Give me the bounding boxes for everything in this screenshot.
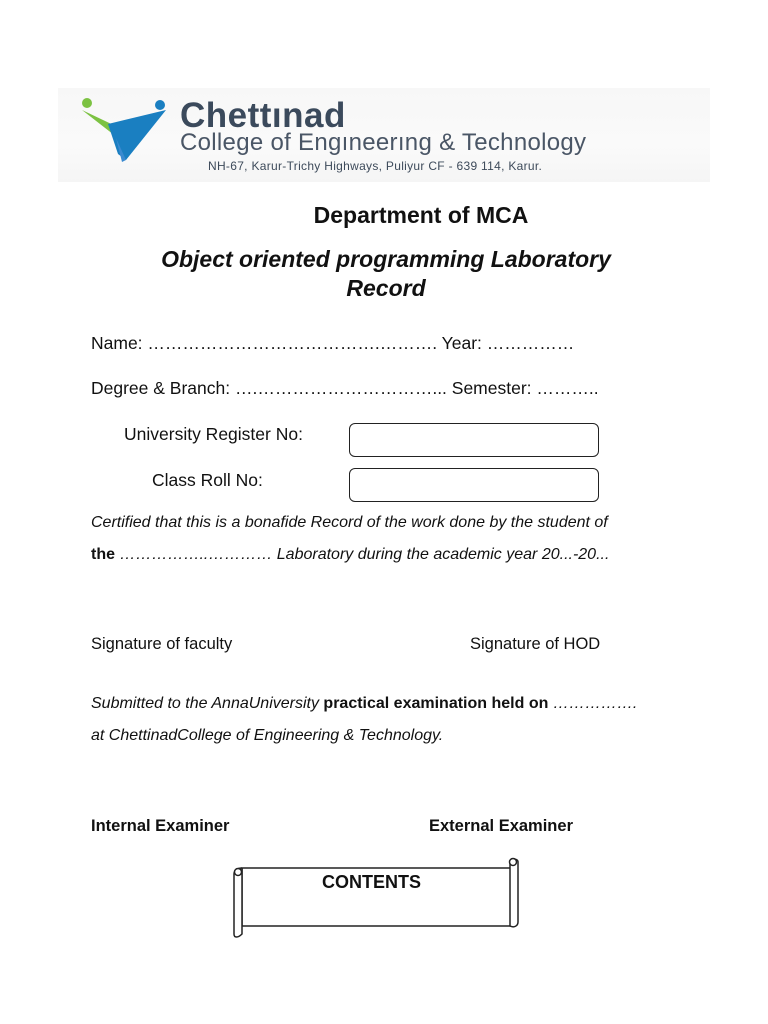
roll-no-label: Class Roll No: xyxy=(152,470,263,490)
record-title-line2: Record xyxy=(346,275,426,301)
department-title: Department of MCA xyxy=(313,202,529,228)
external-examiner-label: External Examiner xyxy=(429,817,573,835)
hod-signature-label: Signature of HOD xyxy=(470,635,601,653)
submission-line2: at ChettinadCollege of Engineering & Technology. xyxy=(91,727,444,744)
college-full-name: College of Engıneerıng & Technology xyxy=(180,129,587,156)
record-title-line1: Object oriented programming Laboratory xyxy=(161,246,611,272)
faculty-signature-label: Signature of faculty xyxy=(91,635,233,653)
contents-scroll-banner xyxy=(228,854,524,940)
certificate-line2-rest: ……………..………… Laboratory during the academic year 20...-20... xyxy=(115,546,610,563)
internal-examiner-label: Internal Examiner xyxy=(91,817,230,835)
college-logo-icon xyxy=(78,94,170,166)
name-year-line: Name: ………………………………….………. Year: …………… xyxy=(91,333,575,353)
degree-semester-line: Degree & Branch: ….…………………………... Semester: ……….. xyxy=(91,378,599,398)
contents-heading: CONTENTS xyxy=(322,872,421,892)
certificate-the: the xyxy=(91,546,115,563)
submission-line1 xyxy=(91,695,637,713)
college-name: Chettınad xyxy=(180,96,346,135)
register-no-label: University Register No: xyxy=(124,424,303,444)
record-title xyxy=(0,245,768,303)
roll-no-field[interactable] xyxy=(349,468,599,502)
college-address: NH-67, Karur-Trichy Highways, Puliyur CF - 639 114, Karur. xyxy=(208,159,543,173)
register-no-field[interactable] xyxy=(349,423,599,457)
certificate-line1: Certified that this is a bonafide Record of the work done by the student of xyxy=(91,514,608,531)
certificate-line2 xyxy=(91,546,609,564)
submission-date-blank: ……………. xyxy=(548,695,638,712)
submission-intro: Submitted to the AnnaUniversity xyxy=(91,695,324,712)
submission-exam: practical examination held on xyxy=(323,695,549,712)
